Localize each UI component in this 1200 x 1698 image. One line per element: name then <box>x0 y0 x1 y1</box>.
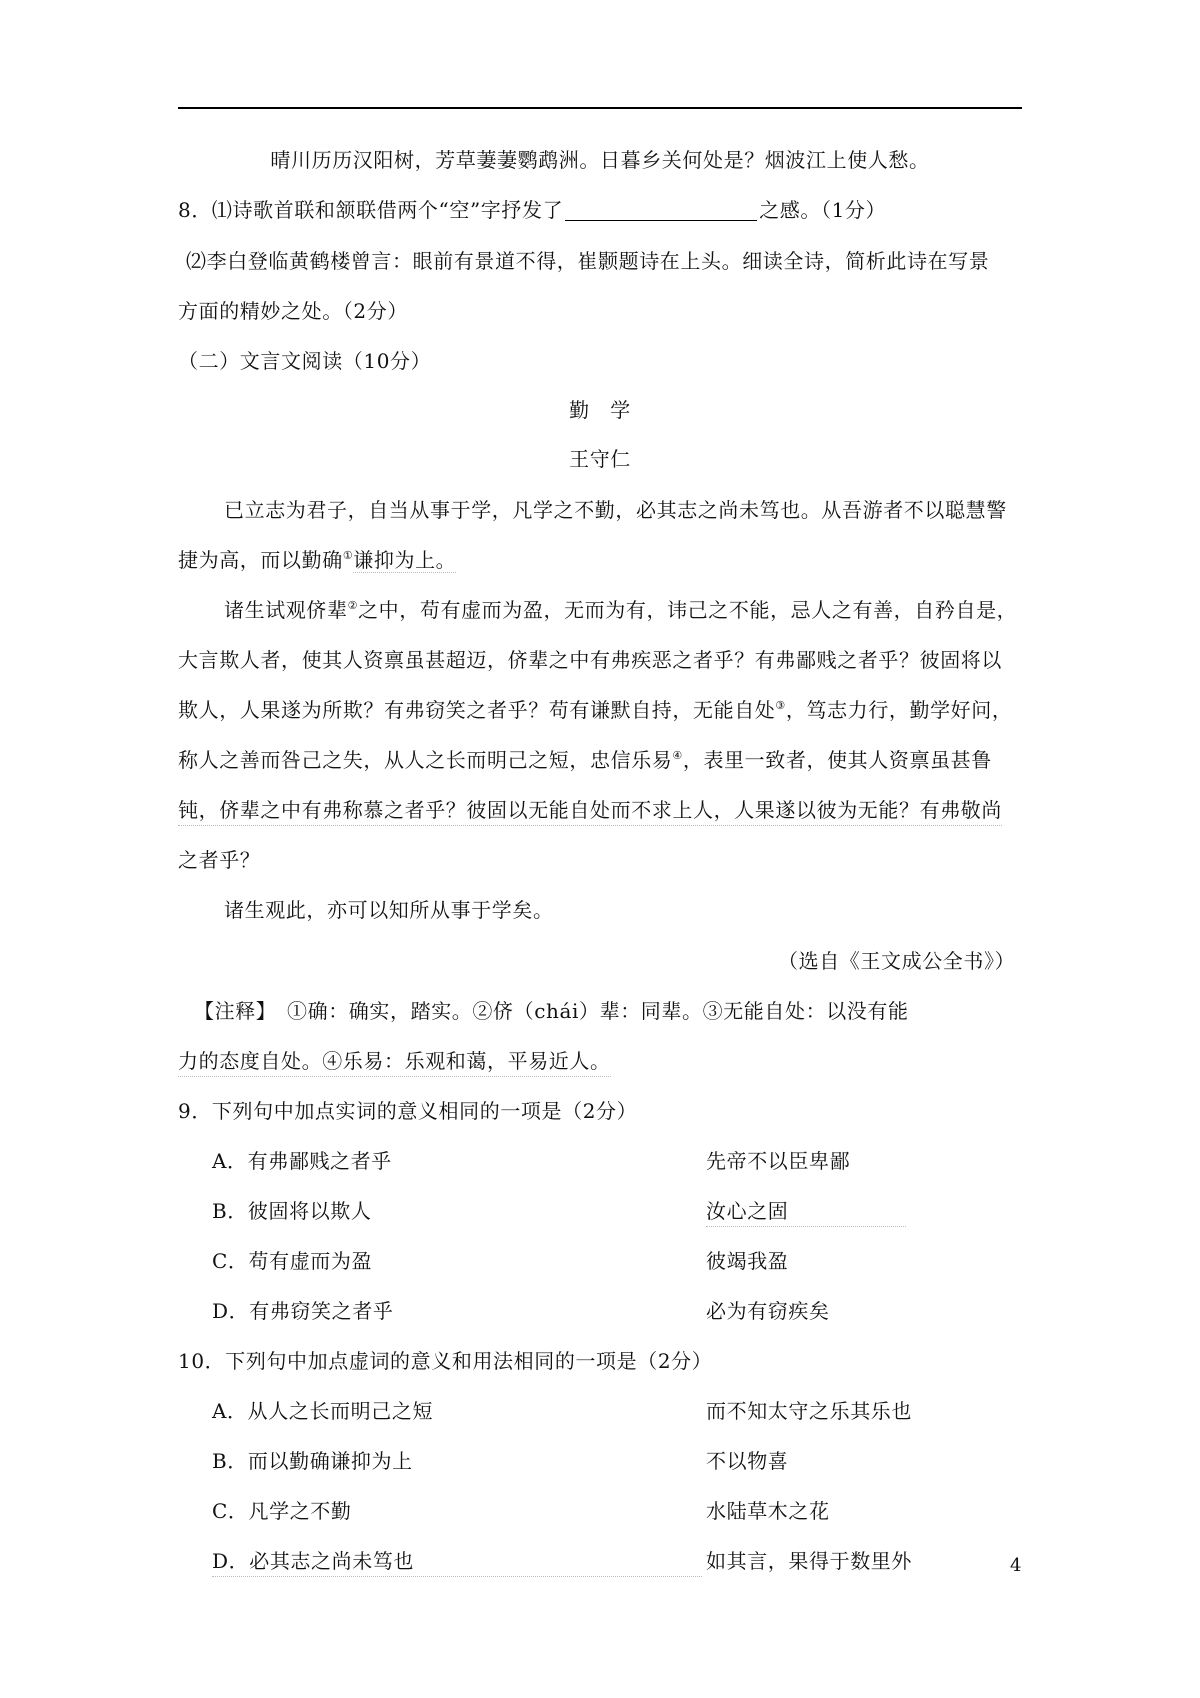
q10-option-d-compare: 如其言，果得于数里外 <box>706 1549 912 1573</box>
passage-p1-line-2: 捷为高，而以勤确①谦抑为上。 <box>178 548 457 572</box>
header-rule <box>178 107 1022 109</box>
passage-p2-line-2: 大言欺人者，使其人资禀虽甚超迈，侪辈之中有弗疾恶之者乎？有弗鄙贱之者乎？彼固将以 <box>178 648 1002 672</box>
page-number: 4 <box>1010 1555 1022 1576</box>
footnote-marker: ① <box>342 549 354 562</box>
q9-option-b[interactable]: B．彼固将以欺人 <box>212 1199 372 1223</box>
q9-option-c[interactable]: C．苟有虚而为盈 <box>212 1249 373 1273</box>
q8-part1-prefix: 8．⑴诗歌首联和颔联借两个“空”字抒发了 <box>178 198 564 222</box>
section-heading-classical-reading: （二）文言文阅读（10分） <box>178 349 432 373</box>
q10-option-a-compare: 而不知太守之乐其乐也 <box>706 1399 912 1423</box>
question-8-part-1 <box>178 195 886 225</box>
q8-part1-suffix: 之感。（1分） <box>759 198 887 222</box>
q10-option-b[interactable]: B．而以勤确谦抑为上 <box>212 1449 413 1473</box>
question-10-stem: 10．下列句中加点虚词的意义和用法相同的一项是（2分） <box>178 1349 713 1373</box>
footnote-marker: ② <box>347 599 359 612</box>
footnote-marker: ④ <box>672 749 683 762</box>
notes-line-2: 力的态度自处。④乐易：乐观和蔼，平易近人。 <box>178 1046 611 1077</box>
q9-option-d[interactable]: D．有弗窃笑之者乎 <box>212 1299 394 1323</box>
passage-p2-line-5: 钝，侪辈之中有弗称慕之者乎？彼固以无能自处而不求上人，人果遂以彼为无能？有弗敬尚 <box>178 795 1002 826</box>
passage-title: 勤 学 <box>569 398 631 422</box>
q9-option-d-compare: 必为有窃疾矣 <box>706 1299 830 1323</box>
q9-option-b-compare: 汝心之固 <box>706 1196 906 1227</box>
q10-option-b-compare: 不以物喜 <box>706 1449 789 1473</box>
passage-source: （选自《王文成公全书》） <box>778 949 1016 973</box>
q10-option-c-compare: 水陆草木之花 <box>706 1499 830 1523</box>
q10-option-c[interactable]: C．凡学之不勤 <box>212 1499 352 1523</box>
passage-p2-line-4: 称人之善而咎己之失，从人之长而明己之短，忠信乐易④，表里一致者，使其人资禀虽甚鲁 <box>178 748 992 772</box>
q9-option-a[interactable]: A．有弗鄙贱之者乎 <box>212 1149 392 1173</box>
passage-author: 王守仁 <box>569 447 631 471</box>
answer-blank[interactable] <box>565 198 757 221</box>
q10-option-d[interactable]: D．必其志之尚未笃也 <box>212 1546 702 1577</box>
passage-p2-line-1: 诸生试观侪辈②之中，苟有虚而为盈，无而为有，讳己之不能，忌人之有善，自矜自是， <box>224 598 1018 622</box>
question-8-part-2-line-2: 方面的精妙之处。（2分） <box>178 299 408 323</box>
q9-option-a-compare: 先帝不以臣卑鄙 <box>706 1149 851 1173</box>
q10-option-a[interactable]: A．从人之长而明己之短 <box>212 1399 434 1423</box>
notes-line-1: 【注释】 ①确：确实，踏实。②侪（chái）辈：同辈。③无能自处：以没有能 <box>194 999 909 1023</box>
passage-p1-line-1: 已立志为君子，自当从事于学，凡学之不勤，必其志之尚未笃也。从吾游者不以聪慧警 <box>224 498 1007 522</box>
q9-option-c-compare: 彼竭我盈 <box>706 1249 789 1273</box>
passage-p2-line-6: 之者乎？ <box>178 848 261 872</box>
poem-last-line: 晴川历历汉阳树，芳草萋萋鹦鹉洲。日暮乡关何处是？烟波江上使人愁。 <box>270 148 930 172</box>
passage-p3: 诸生观此，亦可以知所从事于学矣。 <box>224 898 554 922</box>
footnote-marker: ③ <box>775 699 786 712</box>
question-8-part-2-line-1: ⑵李白登临黄鹤楼曾言：眼前有景道不得，崔颢题诗在上头。细读全诗，简析此诗在写景 <box>186 249 990 273</box>
passage-p2-line-3: 欺人，人果遂为所欺？有弗窃笑之者乎？苟有谦默自持，无能自处③，笃志力行，勤学好问， <box>178 698 1013 722</box>
question-9-stem: 9．下列句中加点实词的意义相同的一项是（2分） <box>178 1099 638 1123</box>
